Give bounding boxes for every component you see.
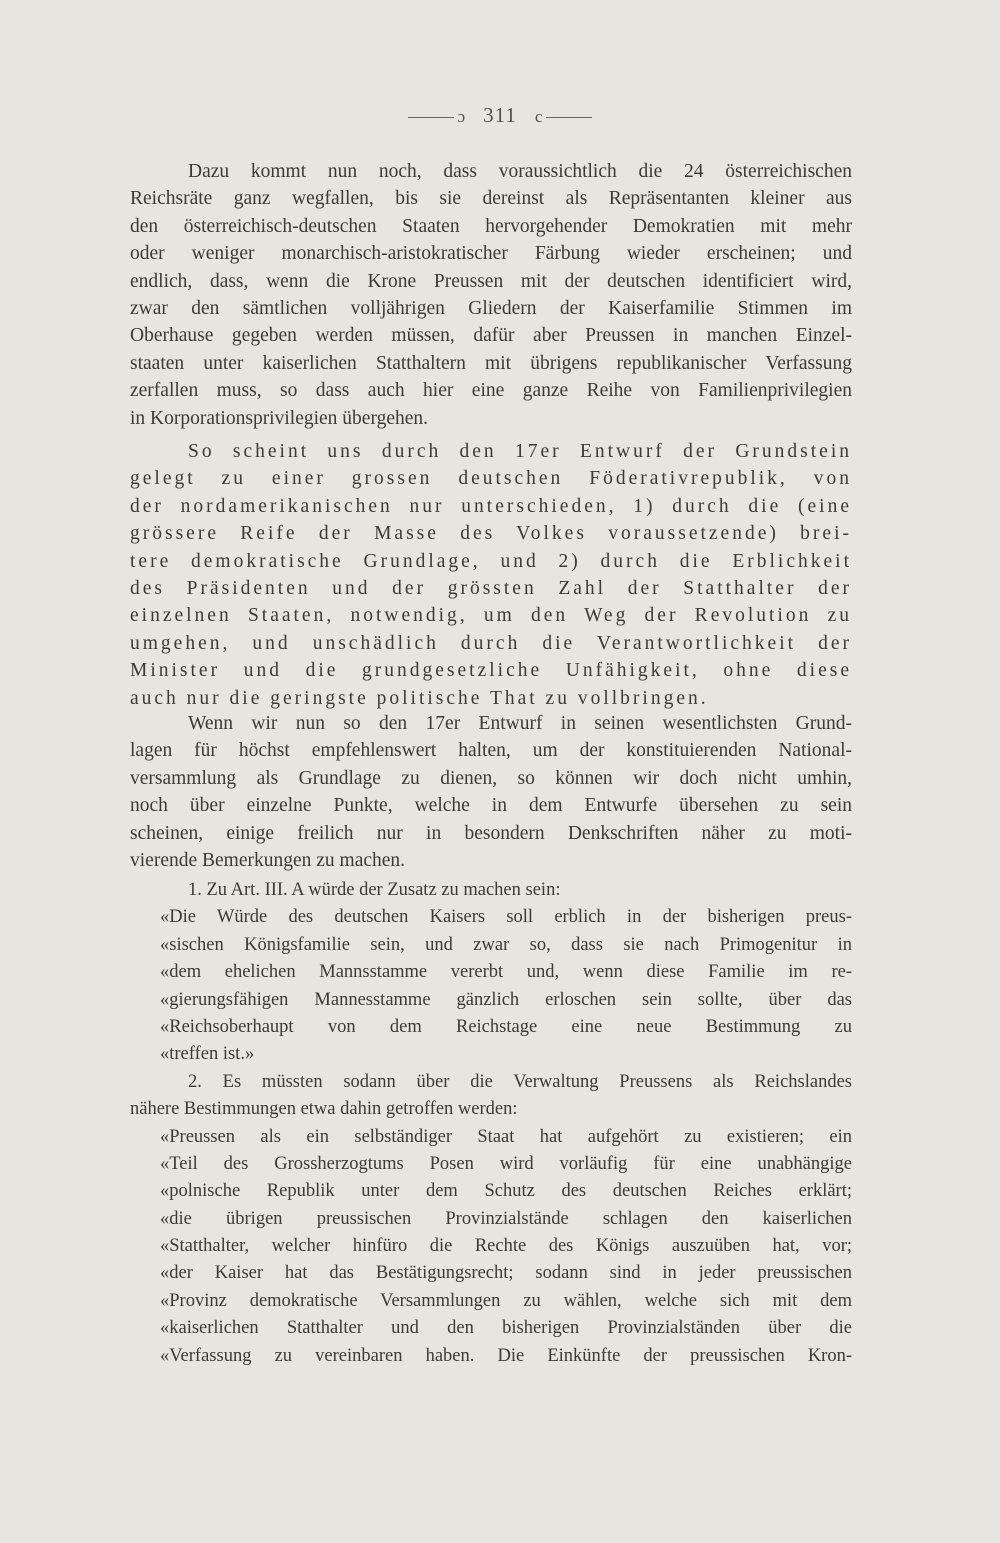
quote-line: «die übrigen preussischen Provinzialstände schlagen den kaiserlichen	[160, 1208, 852, 1229]
text-line: Minister und die grundgesetzliche Unfähigkeit, ohne diese	[130, 660, 852, 682]
quote-line: «der Kaiser hat das Bestätigungsrecht; sodann sind in jeder preussischen	[160, 1263, 852, 1284]
text-line: oder weniger monarchisch-aristokratischer Färbung wieder erscheinen; und	[130, 243, 852, 265]
header-right-ornament: c	[534, 107, 543, 126]
text-line: tere demokratische Grundlage, und 2) durch die Erblichkeit	[130, 550, 852, 572]
text-line: Dazu kommt nun noch, dass voraussichtlich die 24 österreichischen	[188, 161, 852, 182]
text-line: endlich, dass, wenn die Krone Preussen mit der deutschen identificiert wird,	[130, 270, 852, 292]
quote-line: «polnische Republik unter dem Schutz des deutschen Reiches erklärt;	[160, 1181, 852, 1202]
quote-line: «Die Würde des deutschen Kaisers soll erblich in der bisherigen preus-	[160, 907, 852, 928]
text-line: nähere Bestimmungen etwa dahin getroffen werden:	[130, 1099, 518, 1120]
page-header	[0, 103, 1000, 128]
text-line: versammlung als Grundlage zu dienen, so können wir doch nicht umhin,	[130, 767, 852, 789]
section-1-heading: 1. Zu Art. III. A würde der Zusatz zu machen sein:	[188, 880, 561, 900]
text-line: umgehen, und unschädlich durch die Verantwortlichkeit der	[130, 632, 852, 654]
text-line: staaten unter kaiserlichen Statthaltern mit übrigens republikanischer Verfassung	[130, 352, 852, 374]
text-line: zwar den sämtlichen volljährigen Gliedern der Kaiserfamilie Stimmen im	[130, 297, 852, 319]
quote-line: «kaiserlichen Statthalter und den bisherigen Provinzialständen über die	[160, 1318, 852, 1339]
quote-line: «sischen Königsfamilie sein, und zwar so, dass sie nach Primogenitur in	[160, 934, 852, 955]
text-line: des Präsidenten und der grössten Zahl der Statthalter der	[130, 577, 852, 599]
page-number: 311	[483, 103, 517, 127]
quote-line: «Statthalter, welcher hinfüro die Rechte des Königs auszuüben hat, vor;	[160, 1236, 852, 1257]
text-line: scheinen, einige freilich nur in besondern Denkschriften näher zu moti-	[130, 822, 852, 844]
header-right-rule	[546, 117, 592, 118]
sections	[130, 877, 852, 1370]
text-line: gelegt zu einer grossen deutschen Föderativrepublik, von	[130, 468, 852, 490]
text-line: den österreichisch-deutschen Staaten hervorgehender Demokratien mit mehr	[130, 215, 852, 237]
paragraph-3	[130, 710, 852, 874]
paragraph-1	[130, 158, 852, 432]
text-line: in Korporationsprivilegien übergehen.	[130, 407, 429, 429]
quote-line: «Verfassung zu vereinbaren haben. Die Einkünfte der preussischen Kron-	[160, 1345, 852, 1366]
section-2-heading: 2. Es müssten sodann über die Verwaltung Preussens als Reichslandes	[188, 1071, 852, 1092]
text-line: auch nur die geringste politische That zu vollbringen.	[130, 687, 709, 709]
text-line: lagen für höchst empfehlenswert halten, um der konstituierenden National-	[130, 740, 852, 762]
quote-line: «treffen ist.»	[160, 1044, 255, 1065]
text-line: Wenn wir nun so den 17er Entwurf in seinen wesentlichsten Grund-	[188, 713, 852, 734]
quote-line: «dem ehelichen Mannsstamme vererbt und, wenn diese Familie im re-	[160, 962, 852, 983]
text-line: zerfallen muss, so dass auch hier eine ganze Reihe von Familienprivilegien	[130, 380, 852, 402]
text-line: grössere Reife der Masse des Volkes voraussetzende) brei-	[130, 523, 852, 545]
quote-line: «Preussen als ein selbständiger Staat hat aufgehört zu existieren; ein	[160, 1126, 852, 1147]
text-line: der nordamerikanischen nur unterschieden, 1) durch die (eine	[130, 495, 852, 517]
text-line: Reichsräte ganz wegfallen, bis sie dereinst als Repräsentanten kleiner aus	[130, 188, 852, 210]
quote-line: «gierungsfähigen Mannesstamme gänzlich erloschen sein sollte, über das	[160, 989, 852, 1010]
quote-line: «Teil des Grossherzogtums Posen wird vorläufig für eine unabhängige	[160, 1153, 852, 1174]
text-line: So scheint uns durch den 17er Entwurf der Grundstein	[188, 441, 852, 462]
header-left-rule	[408, 117, 454, 118]
text-line: einzelnen Staaten, notwendig, um den Weg der Revolution zu	[130, 605, 852, 627]
text-line: vierende Bemerkungen zu machen.	[130, 849, 406, 871]
header-left-ornament: ɔ	[457, 107, 466, 126]
quote-line: «Provinz demokratische Versammlungen zu wählen, welche sich mit dem	[160, 1290, 852, 1311]
quote-line: «Reichsoberhaupt von dem Reichstage eine neue Bestimmung zu	[160, 1016, 852, 1037]
paragraph-2-spaced	[130, 438, 852, 712]
text-line: noch über einzelne Punkte, welche in dem Entwurfe übersehen zu sein	[130, 795, 852, 817]
text-line: Oberhause gegeben werden müssen, dafür aber Preussen in manchen Einzel-	[130, 325, 852, 347]
